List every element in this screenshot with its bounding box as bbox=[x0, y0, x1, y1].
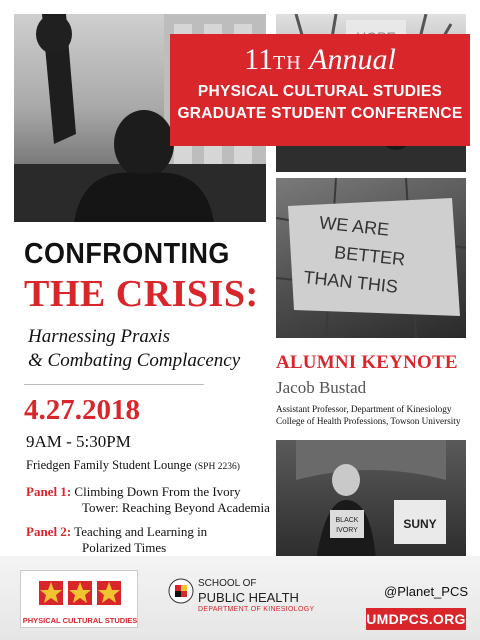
sph-line-1: SCHOOL OF bbox=[198, 578, 257, 589]
panel-1-title-1: Climbing Down From the Ivory bbox=[74, 484, 241, 499]
panel-2-label: Panel 2 bbox=[26, 524, 67, 539]
pcs-logo bbox=[20, 570, 138, 628]
march-sign-text: SUNY bbox=[403, 517, 437, 531]
conference-name-line-1: PHYSICAL CULTURAL STUDIES bbox=[197, 83, 443, 100]
social-handle: @Planet_PCS bbox=[384, 584, 469, 599]
event-time: 9AM - 5:30PM bbox=[26, 432, 131, 451]
pcs-caption: PHYSICAL CULTURAL STUDIES bbox=[22, 616, 138, 625]
event-date: 4.27.2018 bbox=[24, 394, 140, 426]
tagline-line-1: Harnessing Praxis bbox=[28, 326, 170, 347]
umd-seal-icon bbox=[168, 578, 194, 604]
sign-text-2: BETTER bbox=[333, 242, 407, 270]
sph-line-3: DEPARTMENT OF KINESIOLOGY bbox=[198, 606, 315, 613]
edition-suffix: TH bbox=[273, 52, 302, 74]
keynote-name: Jacob Bustad bbox=[276, 378, 367, 397]
edition-number: 11 bbox=[244, 43, 274, 76]
edition-line bbox=[170, 42, 470, 81]
heading-the-crisis: THE CRISIS: bbox=[24, 273, 259, 315]
edition-word: Annual bbox=[309, 43, 396, 76]
pcs-stars-icon bbox=[21, 571, 139, 617]
shirt-text-2: IVORY bbox=[336, 527, 358, 534]
panel-2-title-2: Polarized Times bbox=[82, 540, 167, 555]
sign-text-1: WE ARE bbox=[318, 212, 391, 240]
location-room: (SPH 2236) bbox=[194, 462, 240, 472]
march-photo bbox=[276, 440, 466, 560]
title-banner bbox=[170, 34, 470, 146]
march-illustration bbox=[276, 440, 466, 560]
divider bbox=[24, 384, 204, 385]
keynote-role-line-2: College of Health Professions, Towson University bbox=[276, 416, 461, 426]
cardboard-sign-illustration bbox=[276, 178, 466, 338]
tagline-line-2: & Combating Complacency bbox=[28, 350, 241, 371]
sph-line-2: PUBLIC HEALTH bbox=[198, 590, 299, 605]
cardboard-sign-photo bbox=[276, 178, 466, 338]
event-location bbox=[26, 458, 240, 473]
heading-confronting: CONFRONTING bbox=[24, 238, 230, 270]
location-name: Friedgen Family Student Lounge bbox=[26, 458, 192, 472]
keynote-role-line-1: Assistant Professor, Department of Kinesiology bbox=[276, 404, 452, 414]
website-link[interactable]: UMDPCS.ORG bbox=[366, 608, 466, 630]
panel-2-line-1: Panel 2: Teaching and Learning in bbox=[26, 524, 208, 539]
keynote-label: ALUMNI KEYNOTE bbox=[276, 352, 458, 373]
sign-text-3: THAN THIS bbox=[302, 267, 399, 297]
panel-1-line-1: Panel 1: Climbing Down From the Ivory bbox=[26, 484, 241, 499]
shirt-text-1: BLACK bbox=[335, 517, 359, 524]
panel-2-title-1: Teaching and Learning in bbox=[74, 524, 208, 539]
panel-1-title-2: Tower: Reaching Beyond Academia bbox=[82, 500, 270, 515]
panel-1-label: Panel 1 bbox=[26, 484, 67, 499]
conference-name-line-2: GRADUATE STUDENT CONFERENCE bbox=[177, 105, 463, 122]
